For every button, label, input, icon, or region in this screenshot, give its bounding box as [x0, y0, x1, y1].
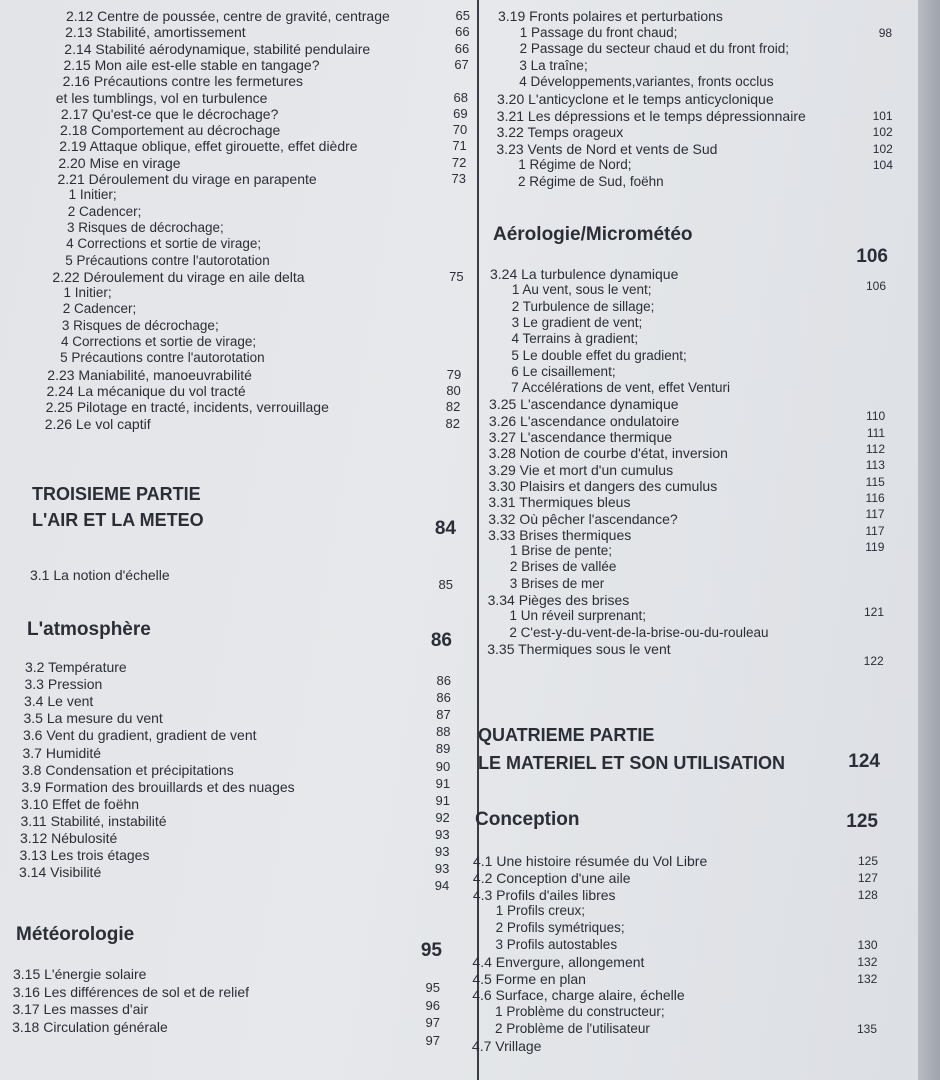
toc-entry: 3.28 Notion de courbe d'état, inversion [488, 445, 728, 462]
column-divider [477, 0, 479, 1080]
toc-entry: 3.20 L'anticyclone et le temps anticyclonique [497, 91, 774, 107]
toc-page-number: 88 [436, 724, 451, 740]
toc-page-number: 116 [865, 490, 885, 505]
toc-page-number: 94 [434, 878, 450, 894]
toc-entry: 2 C'est-y-du-vent-de-la-brise-ou-du-rouleau [509, 624, 769, 640]
atmosphere-heading: L'atmosphère [27, 619, 151, 640]
toc-entry: 3.24 La turbulence dynamique [490, 266, 679, 282]
toc-page-number: 89 [435, 741, 451, 757]
toc-entry: 3.29 Vie et mort d'un cumulus [488, 461, 674, 478]
toc-entry: 3.12 Nébulosité [20, 830, 118, 846]
toc-page-number: 86 [436, 673, 451, 688]
part3-title-line2: L'AIR ET LA METEO [32, 510, 204, 530]
toc-page-number: 72 [451, 154, 467, 170]
toc-page-number: 110 [866, 409, 886, 424]
aerologie-heading: Aérologie/Micrométéo [493, 224, 693, 245]
toc-entry: 2.26 Le vol captif [44, 415, 151, 432]
toc-page-number: 98 [878, 25, 893, 40]
toc-page-number: 96 [425, 997, 440, 1013]
toc-entry: 3 Brises de mer [509, 575, 605, 591]
toc-entry: 2.19 Attaque oblique, effet girouette, effet dièdre [59, 138, 358, 155]
toc-page-number: 68 [453, 89, 468, 105]
toc-entry: 3.34 Pièges des brises [487, 592, 630, 608]
toc-page-number: 95 [425, 980, 440, 995]
toc-page-number: 92 [435, 809, 450, 825]
toc-page-number: 87 [436, 707, 451, 723]
meteorologie-page: 95 [420, 940, 442, 961]
toc-entry: 3.2 Température [25, 659, 127, 675]
toc-entry: 3 Risques de décrochage; [66, 219, 224, 235]
aerologie-page: 106 [856, 246, 888, 267]
toc-page-number: 82 [445, 415, 460, 431]
toc-page-number: 86 [436, 690, 451, 706]
toc-page-number: 106 [865, 279, 886, 293]
toc-entry: 3.21 Les dépressions et le temps dépressionnaire [496, 107, 806, 124]
part3-title-line1: TROISIEME PARTIE [32, 484, 201, 504]
conception-heading: Conception [475, 809, 580, 830]
toc-page-number: 93 [434, 861, 450, 877]
toc-page-number: 67 [454, 56, 469, 72]
toc-page-number: 113 [865, 458, 885, 473]
toc-entry: 5 Précautions contre l'autorotation [65, 252, 270, 268]
page-edge [918, 0, 940, 1080]
toc-entry: 4.6 Surface, charge alaire, échelle [472, 987, 685, 1004]
toc-entry: 2 Cadencer; [67, 203, 142, 219]
toc-entry: 3.6 Vent du gradient, gradient de vent [23, 727, 257, 744]
toc-entry: 2.16 Précautions contre les fermetures [62, 73, 304, 90]
toc-entry: 3.11 Stabilité, instabilité [20, 812, 167, 829]
toc-page-number: 93 [435, 826, 450, 842]
toc-page-number: 85 [438, 577, 453, 592]
meteorologie-heading: Météorologie [16, 924, 135, 945]
toc-page-number: 75 [449, 268, 464, 284]
toc-entry: 2.24 La mécanique du vol tracté [46, 382, 246, 399]
toc-entry: 3.10 Effet de foëhn [21, 795, 140, 812]
toc-entry: 2.18 Comportement au décrochage [60, 122, 281, 139]
toc-entry: 4 Corrections et sortie de virage; [66, 236, 262, 252]
toc-page-number: 128 [857, 887, 878, 902]
toc-page-number: 66 [454, 40, 470, 56]
toc-page-number: 69 [453, 105, 468, 121]
toc-entry: 3.3 Pression [24, 676, 103, 693]
toc-entry: 1 Initier; [63, 285, 112, 301]
toc-entry: 2.15 Mon aile est-elle stable en tangage? [63, 56, 320, 73]
toc-entry: 1 Brise de pente; [509, 543, 613, 559]
toc-page-number: 132 [857, 971, 878, 986]
toc-page-number: 90 [435, 758, 451, 774]
toc-entry: 4.4 Envergure, allongement [472, 953, 645, 970]
toc-entry: 2 Brises de vallée [509, 559, 617, 575]
toc-entry: 3.13 Les trois étages [19, 847, 150, 864]
toc-entry: 2.17 Qu'est-ce que le décrochage? [60, 105, 279, 122]
conception-page: 125 [846, 811, 878, 832]
toc-page-number: 80 [446, 382, 461, 398]
toc-entry: 4.3 Profils d'ailes libres [472, 886, 616, 903]
toc-entry: 4 Développements,variantes, fronts occlus [519, 74, 774, 90]
toc-page-number: 117 [865, 507, 885, 522]
toc-entry: 4.1 Une histoire résumée du Vol Libre [473, 853, 708, 869]
toc-entry: 1 Un réveil surprenant; [509, 608, 647, 624]
right-column [471, 0, 918, 1080]
toc-entry: 1 Au vent, sous le vent; [511, 282, 652, 298]
toc-entry: 2.20 Mise en virage [58, 154, 181, 171]
toc-page-number: 91 [435, 775, 451, 791]
toc-entry: 3.35 Thermiques sous le vent [487, 640, 671, 657]
toc-entry: 1 Initier; [68, 187, 117, 203]
toc-entry: 4.5 Forme en plan [472, 970, 586, 987]
toc-entry: 3.27 L'ascendance thermique [488, 429, 673, 445]
toc-page-number: 132 [857, 954, 878, 969]
toc-page-number: 93 [435, 844, 450, 859]
toc-entry: 3.15 L'énergie solaire [13, 966, 147, 982]
toc-entry: 2 Régime de Sud, foëhn [518, 174, 664, 189]
toc-page-number: 66 [455, 24, 470, 40]
toc-entry: 3.26 L'ascendance ondulatoire [488, 412, 680, 429]
toc-entry: 3.18 Circulation générale [12, 1018, 168, 1035]
toc-entry: 3.22 Temps orageux [496, 124, 624, 141]
toc-entry: 2 Cadencer; [62, 301, 137, 317]
toc-entry: 2.21 Déroulement du virage en parapente [57, 171, 317, 187]
toc-page-number: 102 [872, 125, 893, 140]
toc-entry: 3.7 Humidité [22, 744, 102, 761]
part4-page: 124 [848, 751, 880, 772]
toc-entry: 3.25 L'ascendance dynamique [489, 396, 679, 413]
part4-title-line2: LE MATERIEL ET SON UTILISATION [478, 753, 786, 773]
toc-entry: 3.9 Formation des brouillards et des nuages [21, 778, 295, 795]
toc-entry: 3.31 Thermiques bleus [488, 494, 631, 511]
toc-entry: 2.25 Pilotage en tracté, incidents, verrouillage [45, 399, 329, 416]
toc-entry: 2 Turbulence de sillage; [511, 298, 655, 314]
toc-entry: 3.8 Condensation et précipitations [22, 761, 234, 778]
toc-entry: 3.1 La notion d'échelle [30, 567, 170, 583]
toc-page-number: 125 [857, 854, 878, 868]
toc-page-number: 135 [856, 1022, 877, 1036]
toc-entry: 2 Passage du secteur chaud et du front froid; [519, 41, 790, 57]
toc-entry: 2.22 Déroulement du virage en aile delta [52, 268, 305, 285]
toc-entry: 3 Risques de décrochage; [61, 317, 219, 333]
toc-entry: 5 Précautions contre l'autorotation [60, 350, 265, 366]
toc-page-number: 130 [857, 938, 878, 952]
toc-entry: 3.14 Visibilité [19, 864, 102, 881]
toc-entry: 3 Le gradient de vent; [511, 314, 643, 330]
toc-entry: 1 Passage du front chaud; [519, 24, 678, 40]
toc-entry: et les tumblings, vol en turbulence [55, 89, 268, 106]
toc-page-number: 71 [452, 138, 467, 154]
toc-entry: 2 Profils symétriques; [495, 920, 625, 936]
toc-entry: 3.17 Les masses d'air [12, 1001, 149, 1017]
toc-entry: 4 Corrections et sortie de virage; [61, 334, 257, 349]
toc-page-number: 70 [452, 122, 468, 138]
toc-page-number: 91 [435, 792, 450, 808]
toc-page-number: 65 [455, 8, 470, 23]
toc-entry: 3.32 Où pêcher l'ascendance? [488, 510, 678, 527]
toc-entry: 2.23 Maniabilité, manoeuvrabilité [47, 366, 252, 383]
toc-entry: 3 La traîne; [519, 57, 588, 73]
toc-entry: 6 Le cisaillement; [511, 363, 616, 379]
toc-entry: 3.33 Brises thermiques [488, 526, 632, 543]
toc-entry: 2.14 Stabilité aérodynamique, stabilité pendulaire [64, 40, 371, 57]
toc-entry: 1 Problème du constructeur; [495, 1004, 665, 1020]
toc-page-number: 97 [425, 1015, 440, 1030]
toc-page-number: 117 [865, 523, 885, 538]
toc-entry: 7 Accélérations de vent, effet Venturi [511, 380, 731, 396]
toc-page-number: 79 [446, 366, 462, 382]
toc-page-number: 73 [451, 171, 466, 186]
toc-entry: 4 Terrains à gradient; [511, 331, 639, 347]
toc-page-number: 82 [445, 399, 461, 415]
toc-entry: 3 Profils autostables [495, 937, 618, 952]
toc-entry: 1 Régime de Nord; [518, 157, 632, 173]
toc-entry: 3.23 Vents de Nord et vents de Sud [496, 140, 718, 157]
toc-entry: 3.30 Plaisirs et dangers des cumulus [488, 477, 718, 494]
part4-title-line1: QUATRIEME PARTIE [478, 725, 655, 745]
toc-page-number: 127 [857, 870, 878, 885]
toc-page-number: 122 [863, 653, 884, 668]
toc-entry: 3.5 La mesure du vent [23, 710, 163, 727]
toc-entry: 5 Le double effet du gradient; [511, 347, 687, 363]
toc-entry: 4.2 Conception d'une aile [472, 869, 631, 886]
toc-entry: 3.19 Fronts polaires et perturbations [498, 8, 723, 24]
toc-page-number: 102 [872, 141, 893, 156]
toc-page-number: 112 [865, 442, 885, 456]
toc-entry: 2.13 Stabilité, amortissement [65, 24, 246, 41]
atmosphere-page: 86 [430, 630, 452, 651]
toc-page-number: 121 [863, 605, 884, 619]
part3-page: 84 [434, 518, 456, 539]
toc-page-number: 115 [865, 474, 885, 489]
toc-entry: 4.7 Vrillage [471, 1037, 542, 1054]
toc-entry: 2 Problème de l'utilisateur [495, 1021, 650, 1036]
toc-entry: 1 Profils creux; [495, 903, 585, 919]
toc-entry: 3.4 Le vent [24, 693, 94, 710]
toc-page-number: 119 [865, 539, 885, 554]
toc-page-number: 97 [425, 1032, 440, 1048]
toc-page-number: 104 [872, 158, 893, 173]
toc-page-number: 101 [872, 108, 893, 123]
toc-entry: 3.16 Les différences de sol et de relief [12, 983, 250, 1000]
toc-page-number: 111 [866, 425, 886, 440]
toc-entry: 2.12 Centre de poussée, centre de gravité, centrage [66, 8, 390, 24]
